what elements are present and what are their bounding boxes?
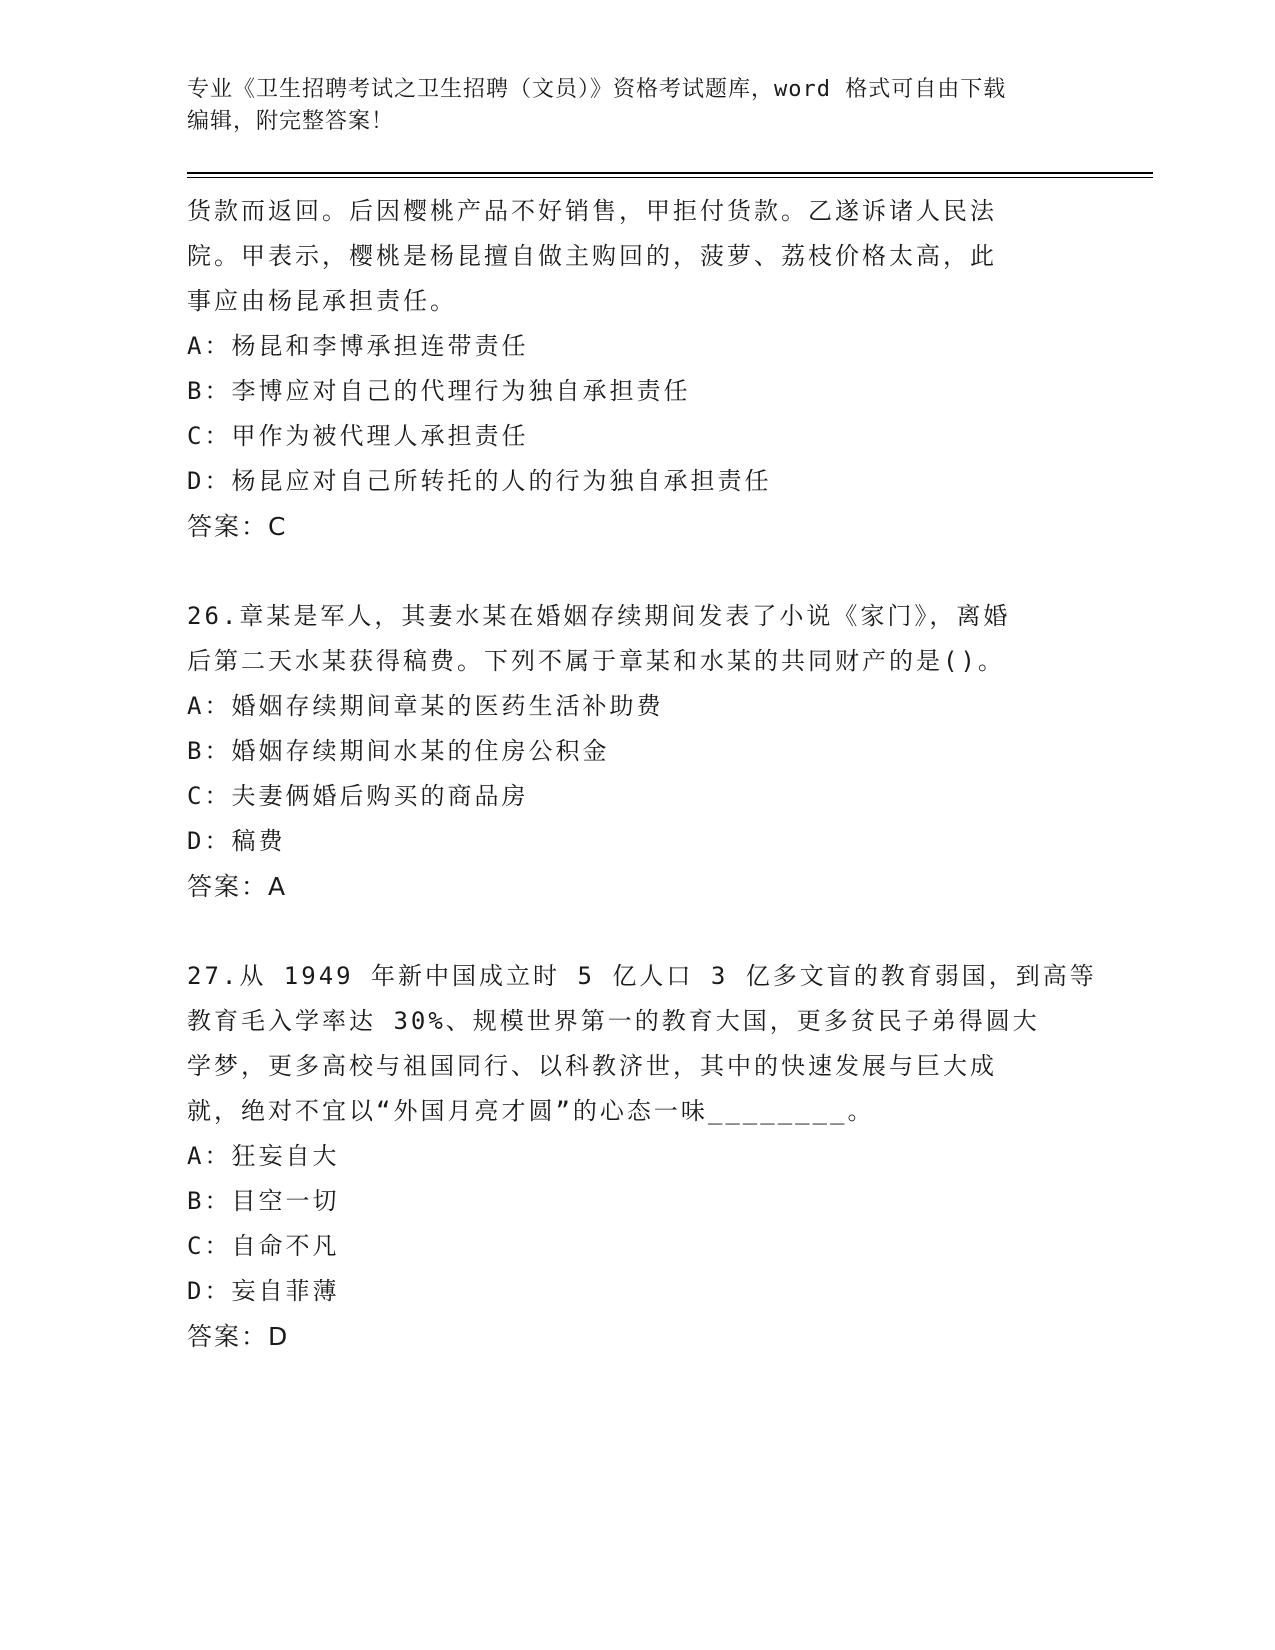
option-b: B：婚姻存续期间水某的住房公积金 (187, 737, 610, 765)
header-line-1: 专业《卫生招聘考试之卫生招聘（文员）》资格考试题库，word 格式可自由下载 (187, 77, 1007, 102)
question-stem-line: 教育毛入学率达 30%、规模世界第一的教育大国，更多贫民子弟得圆大 (187, 1007, 1040, 1035)
option-c: C：甲作为被代理人承担责任 (187, 422, 529, 450)
answer-line: 答案：C (187, 512, 288, 541)
document-body (187, 189, 1097, 1359)
option-c: C：自命不凡 (187, 1232, 340, 1260)
question-26 (187, 594, 1087, 909)
question-stem-line: 27.从 1949 年新中国成立时 5 亿人口 3 亿多文盲的教育弱国，到高等 (187, 962, 1097, 990)
header-divider-thick (187, 172, 1153, 174)
question-stem-line: 事应由杨昆承担责任。 (187, 287, 457, 315)
answer-line: 答案：D (187, 1322, 290, 1351)
header-line-2: 编辑，附完整答案！ (187, 109, 395, 134)
option-d: D：杨昆应对自己所转托的人的行为独自承担责任 (187, 467, 772, 495)
option-d: D：妄自菲薄 (187, 1277, 340, 1305)
question-stem-line: 学梦，更多高校与祖国同行、以科教济世，其中的快速发展与巨大成 (187, 1052, 997, 1080)
header-divider-thin (187, 177, 1153, 178)
option-a: A：狂妄自大 (187, 1142, 340, 1170)
spacer (187, 909, 1087, 954)
question-stem-line: 就，绝对不宜以“外国月亮才圆”的心态一味________。 (187, 1097, 875, 1125)
question-27 (187, 954, 1097, 1359)
spacer (187, 549, 1087, 594)
option-b: B：目空一切 (187, 1187, 340, 1215)
option-d: D：稿费 (187, 827, 286, 855)
answer-line: 答案：A (187, 872, 288, 901)
question-25 (187, 189, 1087, 549)
document-header (187, 74, 1087, 138)
question-stem-line: 院。甲表示，樱桃是杨昆擅自做主购回的，菠萝、荔枝价格太高，此 (187, 242, 997, 270)
question-stem-line: 26.章某是军人，其妻水某在婚姻存续期间发表了小说《家门》，离婚 (187, 602, 1011, 630)
question-stem-line: 后第二天水某获得稿费。下列不属于章某和水某的共同财产的是()。 (187, 647, 1005, 675)
question-stem-line: 货款而返回。后因樱桃产品不好销售，甲拒付货款。乙遂诉诸人民法 (187, 197, 997, 225)
option-a: A：婚姻存续期间章某的医药生活补助费 (187, 692, 664, 720)
option-b: B：李博应对自己的代理行为独自承担责任 (187, 377, 691, 405)
option-c: C：夫妻俩婚后购买的商品房 (187, 782, 529, 810)
option-a: A：杨昆和李博承担连带责任 (187, 332, 529, 360)
